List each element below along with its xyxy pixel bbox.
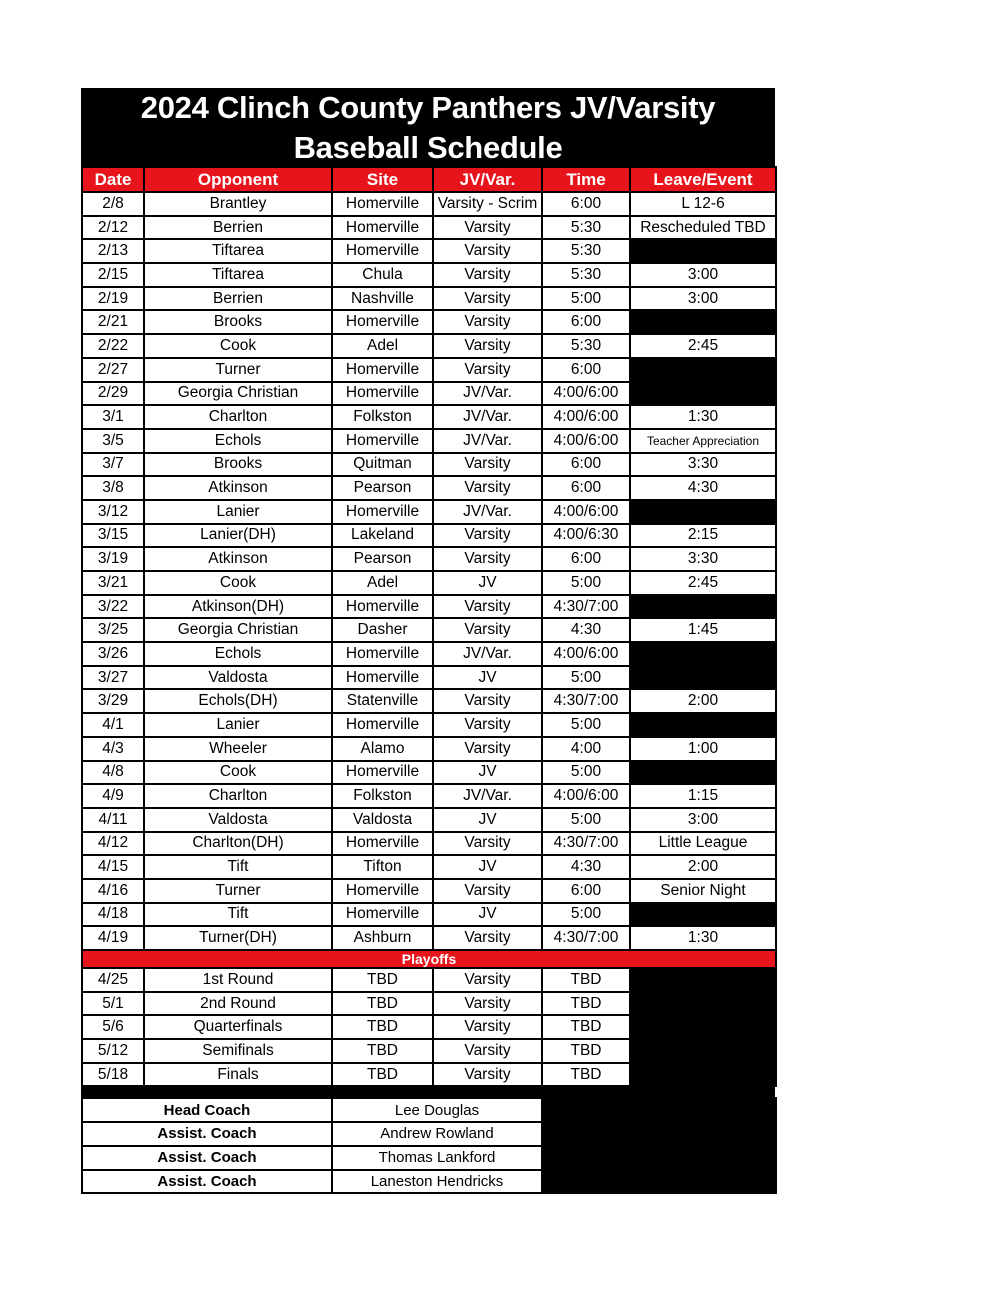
playoff-date: 4/25 xyxy=(82,968,144,992)
playoff-leave-blank xyxy=(630,992,776,1016)
staff-blank xyxy=(542,1170,776,1194)
game-opponent: Echols(DH) xyxy=(144,689,332,713)
playoff-round: 1st Round xyxy=(144,968,332,992)
game-opponent: Atkinson xyxy=(144,547,332,571)
game-time: 4:00/6:00 xyxy=(542,405,630,429)
game-site: Homerville xyxy=(332,358,433,382)
game-site: Homerville xyxy=(332,713,433,737)
game-time: 5:30 xyxy=(542,263,630,287)
staff-name: Lee Douglas xyxy=(332,1098,542,1122)
game-site: Homerville xyxy=(332,239,433,263)
game-date: 3/15 xyxy=(82,524,144,548)
game-row xyxy=(82,879,776,903)
game-time: 5:30 xyxy=(542,334,630,358)
staff-name: Thomas Lankford xyxy=(332,1146,542,1170)
game-time: 6:00 xyxy=(542,547,630,571)
game-level: Varsity xyxy=(433,453,542,477)
playoff-time: TBD xyxy=(542,992,630,1016)
game-site: Tifton xyxy=(332,855,433,879)
game-row xyxy=(82,192,776,216)
game-site: Homerville xyxy=(332,666,433,690)
game-date: 3/26 xyxy=(82,642,144,666)
game-opponent: Brantley xyxy=(144,192,332,216)
game-site: Folkston xyxy=(332,784,433,808)
game-time: 5:00 xyxy=(542,761,630,785)
game-time: 4:00/6:00 xyxy=(542,429,630,453)
game-date: 4/8 xyxy=(82,761,144,785)
game-opponent: Tift xyxy=(144,903,332,927)
playoffs-banner-row xyxy=(82,950,776,968)
game-row xyxy=(82,926,776,950)
game-opponent: Valdosta xyxy=(144,666,332,690)
playoff-date: 5/12 xyxy=(82,1039,144,1063)
game-time: 4:00/6:30 xyxy=(542,524,630,548)
header-level: JV/Var. xyxy=(433,167,542,192)
game-time: 4:30/7:00 xyxy=(542,689,630,713)
game-opponent: Charlton xyxy=(144,784,332,808)
game-leave xyxy=(630,382,776,406)
game-date: 3/29 xyxy=(82,689,144,713)
game-leave: 2:45 xyxy=(630,334,776,358)
game-leave: 1:45 xyxy=(630,618,776,642)
game-row xyxy=(82,310,776,334)
game-leave: 2:00 xyxy=(630,855,776,879)
playoffs-body xyxy=(82,968,776,1086)
staff-name: Laneston Hendricks xyxy=(332,1170,542,1194)
game-row xyxy=(82,571,776,595)
game-site: Homerville xyxy=(332,429,433,453)
staff-blank xyxy=(542,1122,776,1146)
game-date: 2/29 xyxy=(82,382,144,406)
game-time: 6:00 xyxy=(542,310,630,334)
game-site: Valdosta xyxy=(332,808,433,832)
game-date: 4/9 xyxy=(82,784,144,808)
playoff-level: Varsity xyxy=(433,1039,542,1063)
game-time: 4:30 xyxy=(542,855,630,879)
game-time: 5:00 xyxy=(542,666,630,690)
game-site: Homerville xyxy=(332,500,433,524)
playoff-leave-blank xyxy=(630,1015,776,1039)
game-date: 3/22 xyxy=(82,595,144,619)
staff-row xyxy=(82,1146,776,1170)
game-opponent: Berrien xyxy=(144,216,332,240)
playoff-leave-blank xyxy=(630,1063,776,1087)
game-row xyxy=(82,476,776,500)
game-site: Quitman xyxy=(332,453,433,477)
game-time: 4:30 xyxy=(542,618,630,642)
game-site: Statenville xyxy=(332,689,433,713)
game-level: Varsity xyxy=(433,476,542,500)
game-row xyxy=(82,239,776,263)
game-site: Pearson xyxy=(332,547,433,571)
playoff-level: Varsity xyxy=(433,1015,542,1039)
game-opponent: Tift xyxy=(144,855,332,879)
game-level: JV/Var. xyxy=(433,784,542,808)
game-level: JV xyxy=(433,855,542,879)
game-leave xyxy=(630,903,776,927)
playoff-time: TBD xyxy=(542,1015,630,1039)
game-row xyxy=(82,334,776,358)
game-opponent: Lanier(DH) xyxy=(144,524,332,548)
game-date: 4/3 xyxy=(82,737,144,761)
game-row xyxy=(82,216,776,240)
game-row xyxy=(82,761,776,785)
game-leave xyxy=(630,666,776,690)
game-opponent: Brooks xyxy=(144,453,332,477)
game-time: 5:00 xyxy=(542,287,630,311)
game-time: 6:00 xyxy=(542,879,630,903)
playoff-time: TBD xyxy=(542,1039,630,1063)
game-site: Homerville xyxy=(332,903,433,927)
game-level: Varsity xyxy=(433,239,542,263)
game-level: JV xyxy=(433,571,542,595)
game-site: Homerville xyxy=(332,595,433,619)
game-opponent: Turner(DH) xyxy=(144,926,332,950)
game-site: Adel xyxy=(332,571,433,595)
game-time: 4:00/6:00 xyxy=(542,382,630,406)
game-time: 5:30 xyxy=(542,216,630,240)
game-row xyxy=(82,737,776,761)
game-leave: 3:00 xyxy=(630,808,776,832)
playoff-round: 2nd Round xyxy=(144,992,332,1016)
game-site: Homerville xyxy=(332,832,433,856)
game-date: 3/1 xyxy=(82,405,144,429)
game-opponent: Brooks xyxy=(144,310,332,334)
game-site: Adel xyxy=(332,334,433,358)
game-site: Chula xyxy=(332,263,433,287)
game-date: 3/19 xyxy=(82,547,144,571)
game-site: Lakeland xyxy=(332,524,433,548)
game-date: 3/8 xyxy=(82,476,144,500)
game-level: Varsity xyxy=(433,547,542,571)
playoff-leave-blank xyxy=(630,1039,776,1063)
game-level: Varsity xyxy=(433,689,542,713)
game-level: JV/Var. xyxy=(433,405,542,429)
playoff-row xyxy=(82,968,776,992)
playoff-time: TBD xyxy=(542,968,630,992)
title-line-2: Baseball Schedule xyxy=(293,130,563,165)
playoff-row xyxy=(82,1015,776,1039)
game-leave: 3:00 xyxy=(630,263,776,287)
game-opponent: Berrien xyxy=(144,287,332,311)
game-site: Homerville xyxy=(332,310,433,334)
game-row xyxy=(82,642,776,666)
game-opponent: Lanier xyxy=(144,713,332,737)
playoff-site: TBD xyxy=(332,1039,433,1063)
game-row xyxy=(82,453,776,477)
game-level: Varsity xyxy=(433,832,542,856)
game-opponent: Cook xyxy=(144,761,332,785)
game-row xyxy=(82,382,776,406)
playoff-row xyxy=(82,1039,776,1063)
schedule-title xyxy=(81,88,775,166)
game-time: 5:00 xyxy=(542,571,630,595)
game-date: 3/12 xyxy=(82,500,144,524)
game-date: 2/27 xyxy=(82,358,144,382)
game-leave: 4:30 xyxy=(630,476,776,500)
game-opponent: Wheeler xyxy=(144,737,332,761)
game-site: Homerville xyxy=(332,216,433,240)
playoff-time: TBD xyxy=(542,1063,630,1087)
game-date: 3/25 xyxy=(82,618,144,642)
game-level: Varsity xyxy=(433,310,542,334)
game-level: Varsity xyxy=(433,334,542,358)
game-row xyxy=(82,405,776,429)
game-opponent: Turner xyxy=(144,879,332,903)
game-level: Varsity xyxy=(433,358,542,382)
game-leave xyxy=(630,595,776,619)
game-date: 2/21 xyxy=(82,310,144,334)
title-line-1: 2024 Clinch County Panthers JV/Varsity xyxy=(140,90,716,125)
playoff-leave-blank xyxy=(630,968,776,992)
game-time: 4:30/7:00 xyxy=(542,832,630,856)
playoff-date: 5/6 xyxy=(82,1015,144,1039)
playoff-date: 5/1 xyxy=(82,992,144,1016)
playoff-row xyxy=(82,1063,776,1087)
game-row xyxy=(82,832,776,856)
game-level: Varsity xyxy=(433,216,542,240)
playoff-site: TBD xyxy=(332,992,433,1016)
game-date: 4/19 xyxy=(82,926,144,950)
game-date: 3/27 xyxy=(82,666,144,690)
game-level: Varsity xyxy=(433,263,542,287)
game-opponent: Tiftarea xyxy=(144,239,332,263)
game-row xyxy=(82,500,776,524)
game-time: 6:00 xyxy=(542,192,630,216)
game-opponent: Charlton(DH) xyxy=(144,832,332,856)
game-leave: Little League xyxy=(630,832,776,856)
header-row xyxy=(82,167,776,192)
game-level: JV/Var. xyxy=(433,500,542,524)
game-leave: Senior Night xyxy=(630,879,776,903)
playoff-row xyxy=(82,992,776,1016)
game-leave: Rescheduled TBD xyxy=(630,216,776,240)
game-row xyxy=(82,689,776,713)
game-date: 2/22 xyxy=(82,334,144,358)
game-row xyxy=(82,808,776,832)
game-site: Homerville xyxy=(332,879,433,903)
game-date: 3/5 xyxy=(82,429,144,453)
game-site: Homerville xyxy=(332,761,433,785)
game-level: JV xyxy=(433,903,542,927)
game-leave xyxy=(630,713,776,737)
game-opponent: Lanier xyxy=(144,500,332,524)
playoff-round: Quarterfinals xyxy=(144,1015,332,1039)
game-opponent: Tiftarea xyxy=(144,263,332,287)
game-date: 4/11 xyxy=(82,808,144,832)
header-leave: Leave/Event xyxy=(630,167,776,192)
game-date: 4/16 xyxy=(82,879,144,903)
game-level: Varsity xyxy=(433,926,542,950)
game-leave: 1:00 xyxy=(630,737,776,761)
game-level: JV/Var. xyxy=(433,642,542,666)
playoff-round: Finals xyxy=(144,1063,332,1087)
game-leave: 1:30 xyxy=(630,405,776,429)
staff-blank xyxy=(542,1098,776,1122)
coaching-staff-table xyxy=(81,1097,777,1194)
game-leave xyxy=(630,761,776,785)
staff-role: Head Coach xyxy=(82,1098,332,1122)
game-leave: Teacher Appreciation xyxy=(630,429,776,453)
staff-role: Assist. Coach xyxy=(82,1122,332,1146)
playoff-site: TBD xyxy=(332,968,433,992)
game-site: Homerville xyxy=(332,382,433,406)
game-opponent: Cook xyxy=(144,334,332,358)
playoff-date: 5/18 xyxy=(82,1063,144,1087)
game-opponent: Echols xyxy=(144,642,332,666)
game-leave: 2:45 xyxy=(630,571,776,595)
staff-role: Assist. Coach xyxy=(82,1146,332,1170)
game-date: 4/12 xyxy=(82,832,144,856)
game-row xyxy=(82,713,776,737)
game-row xyxy=(82,287,776,311)
game-time: 4:00/6:00 xyxy=(542,784,630,808)
game-date: 4/18 xyxy=(82,903,144,927)
game-opponent: Georgia Christian xyxy=(144,618,332,642)
game-row xyxy=(82,595,776,619)
game-opponent: Valdosta xyxy=(144,808,332,832)
game-date: 2/13 xyxy=(82,239,144,263)
game-site: Homerville xyxy=(332,192,433,216)
game-time: 4:00/6:00 xyxy=(542,642,630,666)
game-site: Homerville xyxy=(332,642,433,666)
game-leave: 3:30 xyxy=(630,547,776,571)
game-time: 5:00 xyxy=(542,713,630,737)
playoff-level: Varsity xyxy=(433,1063,542,1087)
game-site: Alamo xyxy=(332,737,433,761)
game-row xyxy=(82,855,776,879)
game-opponent: Charlton xyxy=(144,405,332,429)
playoff-level: Varsity xyxy=(433,992,542,1016)
playoff-level: Varsity xyxy=(433,968,542,992)
game-leave: 2:00 xyxy=(630,689,776,713)
game-level: Varsity xyxy=(433,524,542,548)
game-row xyxy=(82,429,776,453)
game-leave: 1:15 xyxy=(630,784,776,808)
game-site: Folkston xyxy=(332,405,433,429)
game-level: Varsity xyxy=(433,618,542,642)
game-date: 2/19 xyxy=(82,287,144,311)
header-date: Date xyxy=(82,167,144,192)
game-opponent: Turner xyxy=(144,358,332,382)
game-opponent: Echols xyxy=(144,429,332,453)
game-level: JV/Var. xyxy=(433,429,542,453)
game-level: Varsity xyxy=(433,879,542,903)
schedule-sheet xyxy=(81,88,775,1194)
game-leave: 1:30 xyxy=(630,926,776,950)
staff-blank xyxy=(542,1146,776,1170)
game-time: 4:30/7:00 xyxy=(542,926,630,950)
game-opponent: Cook xyxy=(144,571,332,595)
game-leave: 2:15 xyxy=(630,524,776,548)
playoff-site: TBD xyxy=(332,1015,433,1039)
game-level: JV xyxy=(433,761,542,785)
game-time: 5:00 xyxy=(542,808,630,832)
playoffs-banner: Playoffs xyxy=(82,950,776,968)
game-time: 6:00 xyxy=(542,358,630,382)
game-level: JV xyxy=(433,808,542,832)
game-date: 3/21 xyxy=(82,571,144,595)
game-date: 4/1 xyxy=(82,713,144,737)
game-row xyxy=(82,666,776,690)
game-opponent: Atkinson(DH) xyxy=(144,595,332,619)
game-row xyxy=(82,263,776,287)
staff-role: Assist. Coach xyxy=(82,1170,332,1194)
game-date: 2/15 xyxy=(82,263,144,287)
game-level: JV xyxy=(433,666,542,690)
game-level: Varsity xyxy=(433,737,542,761)
section-divider xyxy=(81,1087,775,1097)
game-level: Varsity xyxy=(433,595,542,619)
game-leave xyxy=(630,358,776,382)
game-opponent: Georgia Christian xyxy=(144,382,332,406)
game-leave: 3:30 xyxy=(630,453,776,477)
header-opponent: Opponent xyxy=(144,167,332,192)
game-row xyxy=(82,358,776,382)
game-opponent: Atkinson xyxy=(144,476,332,500)
playoff-round: Semifinals xyxy=(144,1039,332,1063)
game-time: 4:00/6:00 xyxy=(542,500,630,524)
game-date: 3/7 xyxy=(82,453,144,477)
playoff-site: TBD xyxy=(332,1063,433,1087)
game-row xyxy=(82,524,776,548)
game-site: Pearson xyxy=(332,476,433,500)
game-leave xyxy=(630,642,776,666)
game-site: Dasher xyxy=(332,618,433,642)
game-row xyxy=(82,618,776,642)
game-time: 5:00 xyxy=(542,903,630,927)
game-leave xyxy=(630,310,776,334)
game-date: 2/12 xyxy=(82,216,144,240)
game-row xyxy=(82,784,776,808)
game-level: JV/Var. xyxy=(433,382,542,406)
game-row xyxy=(82,903,776,927)
game-time: 5:30 xyxy=(542,239,630,263)
game-date: 2/8 xyxy=(82,192,144,216)
game-time: 6:00 xyxy=(542,453,630,477)
header-site: Site xyxy=(332,167,433,192)
game-site: Ashburn xyxy=(332,926,433,950)
game-level: Varsity - Scrim xyxy=(433,192,542,216)
game-row xyxy=(82,547,776,571)
game-level: Varsity xyxy=(433,713,542,737)
game-date: 4/15 xyxy=(82,855,144,879)
staff-row xyxy=(82,1170,776,1194)
game-level: Varsity xyxy=(433,287,542,311)
header-time: Time xyxy=(542,167,630,192)
game-time: 4:30/7:00 xyxy=(542,595,630,619)
game-site: Nashville xyxy=(332,287,433,311)
games-body xyxy=(82,192,776,950)
game-leave xyxy=(630,500,776,524)
game-leave xyxy=(630,239,776,263)
staff-row xyxy=(82,1098,776,1122)
staff-row xyxy=(82,1122,776,1146)
game-leave: L 12-6 xyxy=(630,192,776,216)
schedule-table xyxy=(81,166,777,1087)
staff-name: Andrew Rowland xyxy=(332,1122,542,1146)
game-time: 4:00 xyxy=(542,737,630,761)
game-time: 6:00 xyxy=(542,476,630,500)
game-leave: 3:00 xyxy=(630,287,776,311)
